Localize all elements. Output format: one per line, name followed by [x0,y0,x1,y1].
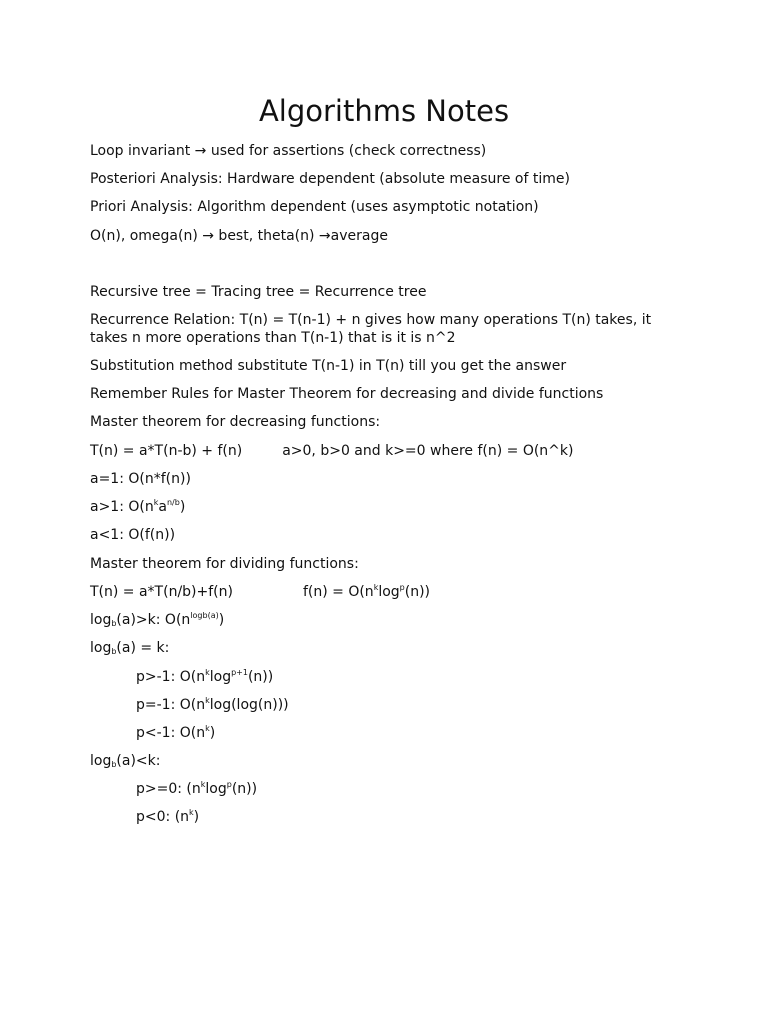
note-loop-invariant: Loop invariant → used for assertions (check correctness) [90,143,487,159]
case-a-less-1: a<1: O(f(n)) [90,527,176,543]
formula-decreasing [90,442,573,460]
case-log-equals-k: $\log_b(a) = k$: [90,640,170,656]
note-substitution-method: Substitution method substitute T(n-1) in T(n) till you get the answer [90,358,567,374]
case-a-equals-1: a=1: O(n*f(n)) [90,471,191,487]
formula-decreasing-conditions: a>0, b>0 and k>=0 where f(n) = O(n^k) [282,443,574,459]
subcase-p-greater-minus1: p>-1: $O(n^k\log^{p+1}(n))$ [136,668,274,685]
formula-dividing-recurrence: T(n) = a*T(n/b)+f(n) [90,584,233,600]
heading-dividing-functions: Master theorem for dividing functions: [90,556,359,572]
case-log-less-k: $\log_b(a)<k$: [90,753,161,769]
subcase-p-equals-minus1: p=-1: $O(n^k\log(\log(n)))$ [136,696,289,713]
formula-dividing: T(n) = a*T(n/b)+f(n) $f(n) = O(n^k\log^p(n))$ [90,583,431,600]
note-recurrence-relation: Recurrence Relation: T(n) = T(n-1) + n gives how many operations T(n) takes, it takes n more operations than T(n-1) that is it is n^2 [90,312,652,346]
note-recursive-tree: Recursive tree = Tracing tree = Recurrence tree [90,284,427,300]
subcase-p-less-0: p<0: $(n^k)$ [136,808,200,825]
note-posteriori-analysis: Posteriori Analysis: Hardware dependent (absolute measure of time) [90,171,570,187]
heading-decreasing-functions: Master theorem for decreasing functions: [90,414,381,430]
note-asymptotic-notations: O(n), omega(n) → best, theta(n) →average [90,228,388,244]
subcase-p-less-minus1: p<-1: $O(n^k)$ [136,724,216,741]
subcase-p-greater-equal-0: p>=0: $(n^k\log^p(n))$ [136,780,258,797]
formula-decreasing-recurrence: T(n) = a*T(n-b) + f(n) [90,443,243,459]
case-a-greater-1: a>1: $O(n^ka^{n/b})$ [90,498,186,515]
case-log-greater-k: $\log_b(a)>k$: $O(n^{logb(a)})$ [90,611,225,628]
note-priori-analysis: Priori Analysis: Algorithm dependent (uses asymptotic notation) [90,199,539,215]
page-title: Algorithms Notes [258,94,510,128]
note-master-theorem-rules: Remember Rules for Master Theorem for decreasing and divide functions [90,386,604,402]
